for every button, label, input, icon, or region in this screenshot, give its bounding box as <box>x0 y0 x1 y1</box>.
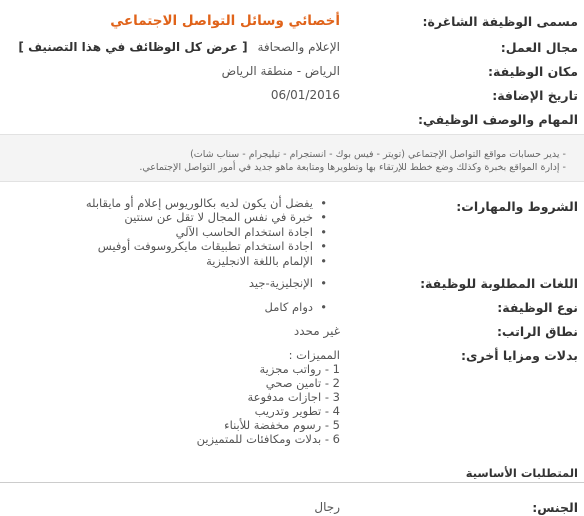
job-title: أخصائي وسائل التواصل الاجتماعي <box>110 13 340 29</box>
list-item: 6 - بدلات ومكافئات للمتميزين <box>196 432 340 446</box>
requirements-label: الشروط والمهارات: <box>456 199 578 214</box>
languages-label: اللغات المطلوبة للوظيفة: <box>420 276 578 291</box>
field-label: مجال العمل: <box>500 40 578 55</box>
gender-label: الجنس: <box>532 500 578 515</box>
description-label: المهام والوصف الوظيفي: <box>417 112 578 127</box>
description-box <box>0 134 584 182</box>
job-type-list <box>265 300 328 314</box>
salary-value: غير محدد <box>293 324 340 338</box>
job-type-label: نوع الوظيفة: <box>497 300 578 315</box>
gender-value: رجال <box>314 500 340 514</box>
list-item: 1 - رواتب مجزية <box>259 362 340 376</box>
list-item: 4 - تطوير وتدريب <box>254 404 340 418</box>
list-item: • يفضل أن يكون لديه بكالوريوس إعلام أو مايقابله <box>86 196 327 210</box>
benefits-label: بدلات ومزايا أخرى: <box>461 348 578 363</box>
description-line: - إدارة المواقع بخبرة وكذلك وضع خطط للإرتقاء بها وتطويرها ومتابعة ماهو جديد في أمور التواصل الإجتماعي. <box>139 162 566 173</box>
languages-list <box>249 276 327 290</box>
divider <box>0 482 584 483</box>
location-value: الرياض - منطقة الرياض <box>221 64 340 78</box>
date-value: 06/01/2016 <box>270 88 340 102</box>
list-item: • دوام كامل <box>265 300 328 314</box>
list-item: 3 - اجازات مدفوعة <box>247 390 340 404</box>
salary-label: نطاق الراتب: <box>496 324 578 339</box>
requirements-list <box>86 196 327 268</box>
list-item: المميزات : <box>288 348 340 362</box>
list-item: • اجادة استخدام تطبيقات مايكروسوفت أوفيس <box>86 239 327 253</box>
list-item: • الإلمام باللغة الانجليزية <box>86 254 327 268</box>
list-item: • اجادة استخدام الحاسب الآلي <box>86 225 327 239</box>
section-heading: المتطلبات الأساسية <box>465 466 578 480</box>
list-item: 5 - رسوم مخفضة للأبناء <box>224 418 340 432</box>
location-label: مكان الوظيفة: <box>488 64 578 79</box>
benefits-list <box>197 348 340 446</box>
category-jobs-link[interactable]: [ عرض كل الوظائف في هذا التصنيف ] <box>18 40 248 54</box>
job-title-label: مسمى الوظيفة الشاغرة: <box>422 14 578 29</box>
list-item: • خبرة في نفس المجال لا تقل عن سنتين <box>86 210 327 224</box>
list-item: 2 - تامين صحي <box>265 376 340 390</box>
field-text: الإعلام والصحافة <box>257 40 340 54</box>
field-value <box>18 40 340 54</box>
list-item: • الإنجليزية-جيد <box>249 276 327 290</box>
description-line: - يدير حسابات مواقع التواصل الإجتماعي (تويتر - فيس بوك - انستجرام - تيليجرام - سناب شات) <box>190 149 566 160</box>
date-label: تاريخ الإضافة: <box>492 88 578 103</box>
